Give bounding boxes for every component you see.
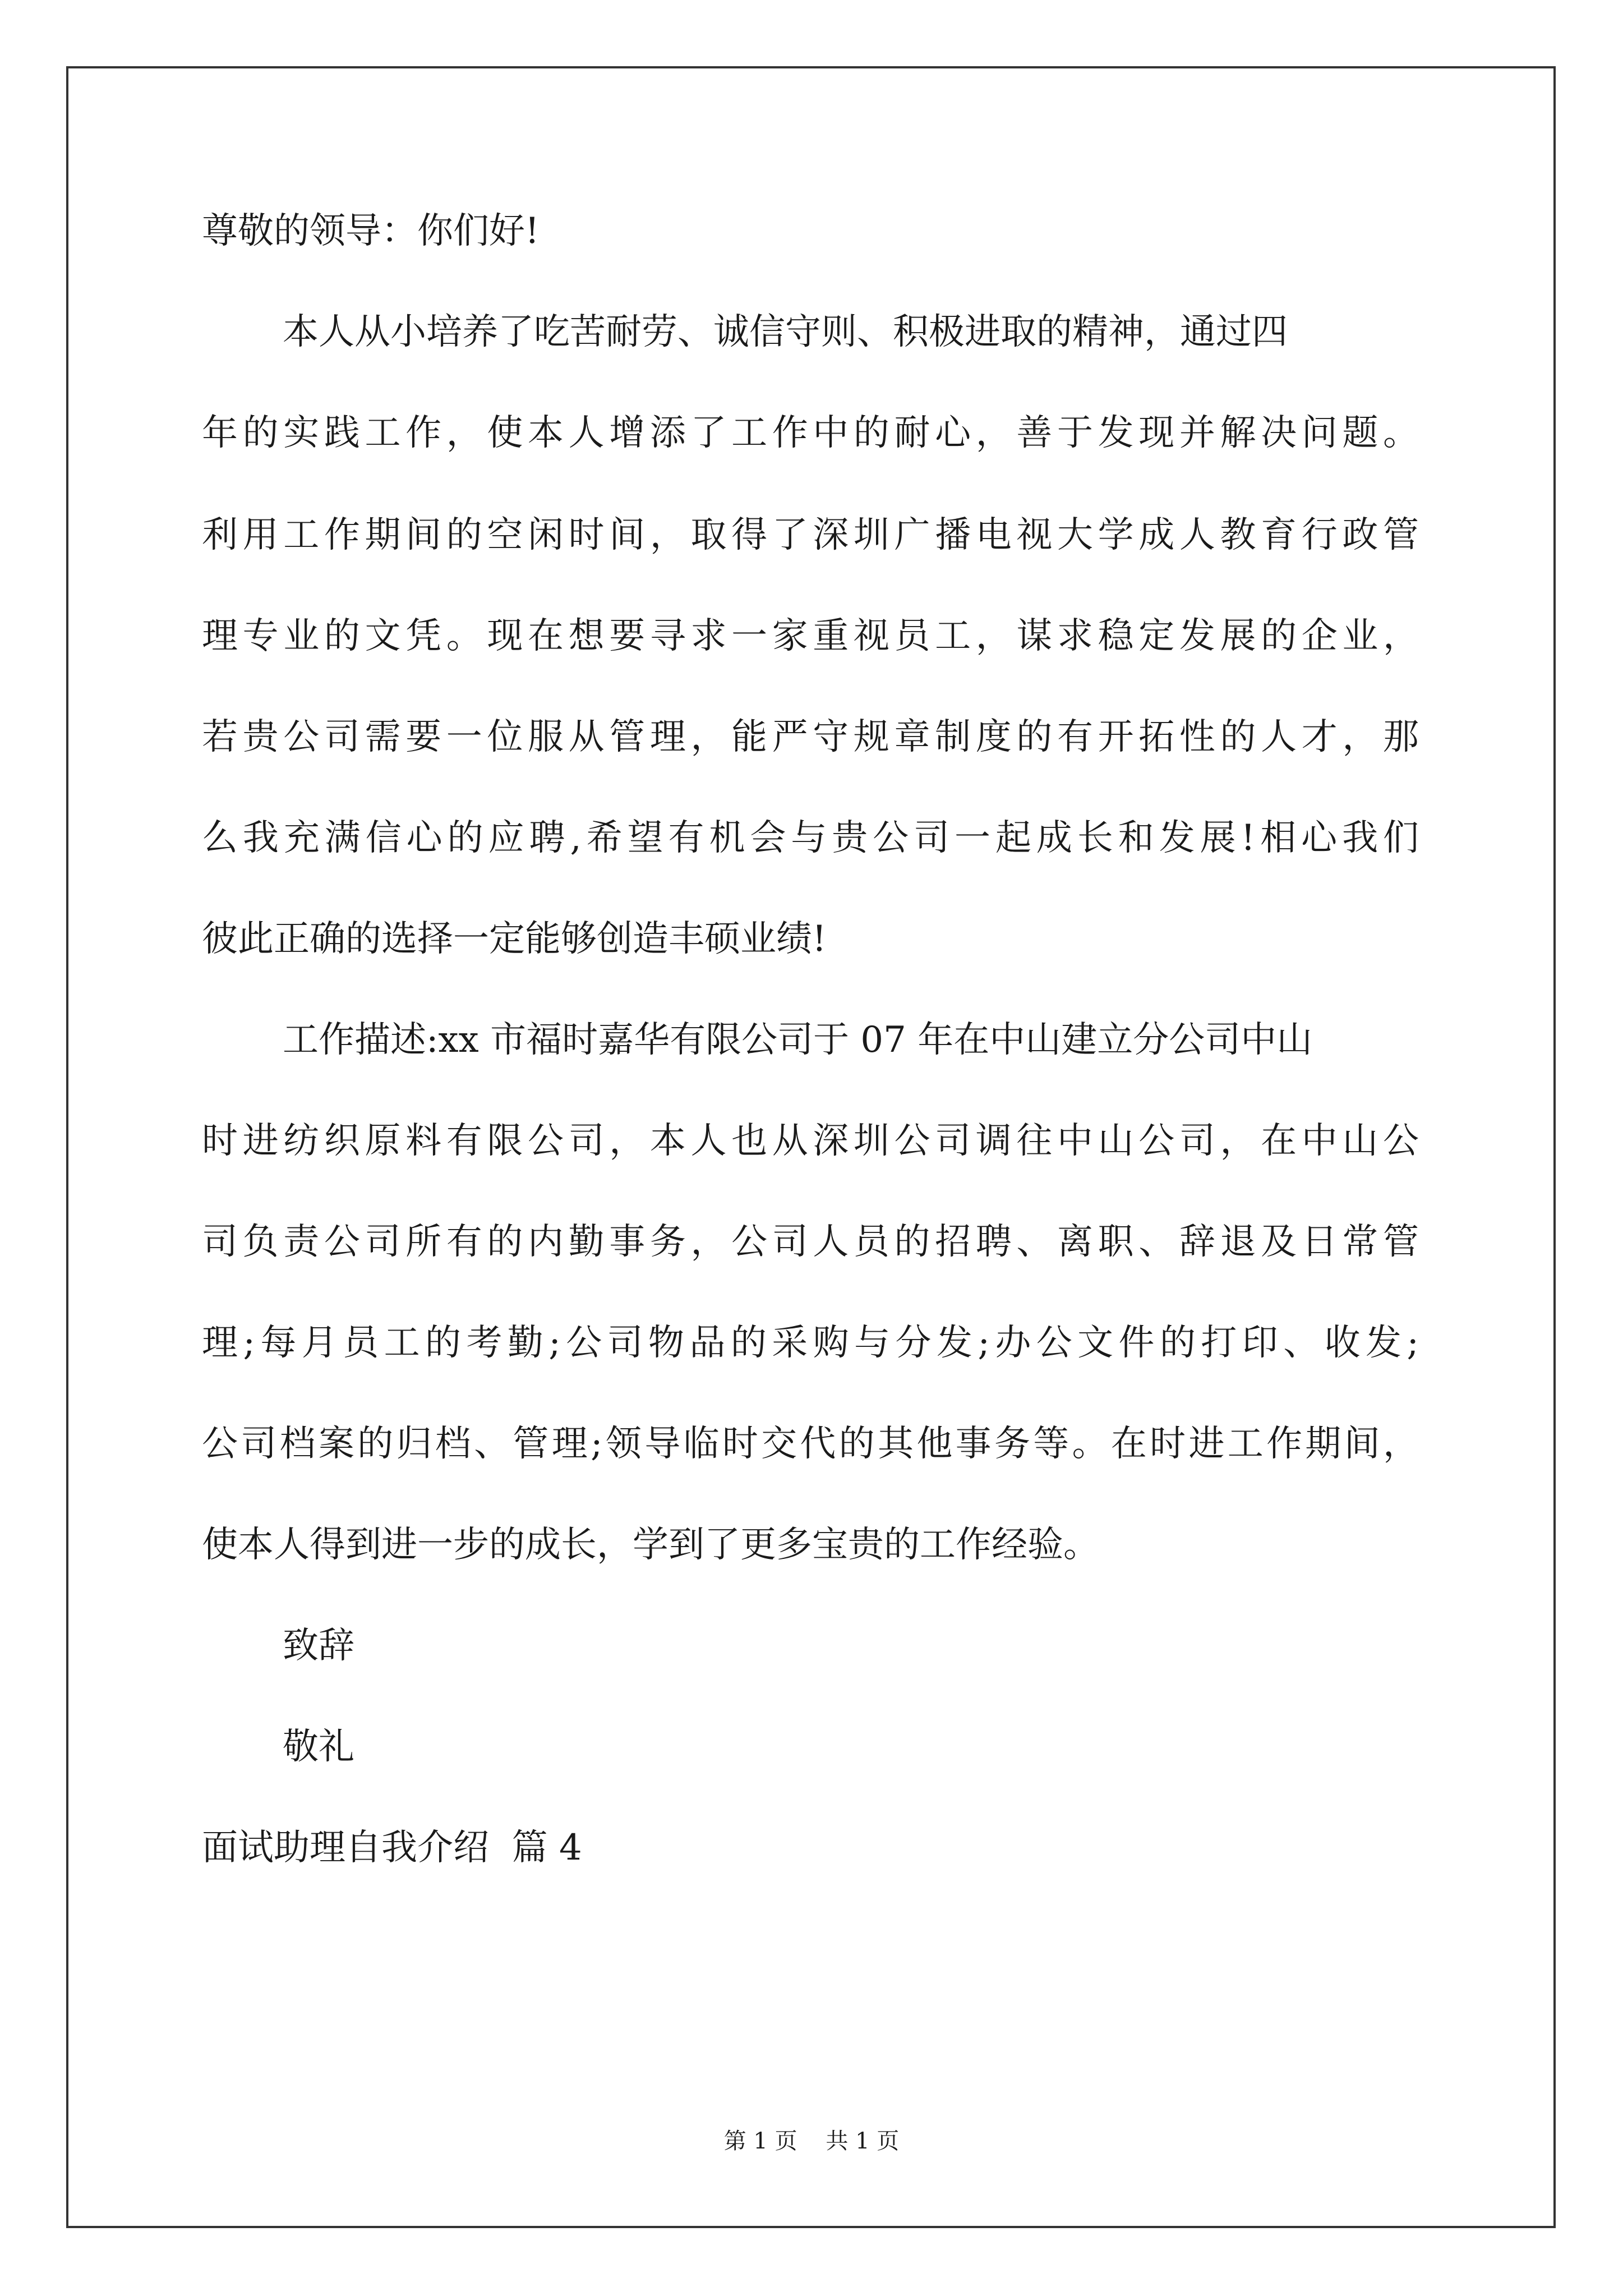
paragraph-2-line-2: 时进纺织原料有限公司，本人也从深圳公司调往中山公司，在中山公 — [202, 1120, 1419, 1162]
paragraph-1-line-2: 年的实践工作，使本人增添了工作中的耐心，善于发现并解决问题。 — [202, 412, 1419, 454]
next-section-heading: 面试助理自我介绍 篇 4 — [202, 1827, 582, 1869]
paragraph-2-line-4: 理;每月员工的考勤;公司物品的采购与分发;办公文件的打印、收发; — [202, 1322, 1419, 1364]
paragraph-2-line-5: 公司档案的归档、管理;领导临时交代的其他事务等。在时进工作期间， — [202, 1423, 1419, 1465]
paragraph-1-line-6: 么我充满信心的应聘,希望有机会与贵公司一起成长和发展!相心我们 — [202, 817, 1419, 859]
paragraph-1-line-4: 理专业的文凭。现在想要寻求一家重视员工，谋求稳定发展的企业， — [202, 615, 1419, 657]
paragraph-2-line-1: 工作描述:xx 市福时嘉华有限公司于 07 年在中山建立分公司中山 — [283, 1019, 1313, 1061]
page-number-footer: 第 1 页 共 1 页 — [723, 2128, 900, 2154]
paragraph-1-line-5: 若贵公司需要一位服从管理，能严守规章制度的有开拓性的人才，那 — [202, 716, 1419, 758]
paragraph-1-line-1: 本人从小培养了吃苦耐劳、诚信守则、积极进取的精神，通过四 — [283, 311, 1288, 353]
salutation: 尊敬的领导：你们好! — [202, 210, 540, 252]
paragraph-2-line-6: 使本人得到进一步的成长，学到了更多宝贵的工作经验。 — [202, 1524, 1099, 1566]
paragraph-2-line-3: 司负责公司所有的内勤事务，公司人员的招聘、离职、辞退及日常管 — [202, 1221, 1419, 1263]
closing-line-1: 致辞 — [283, 1625, 354, 1667]
closing-line-2: 敬礼 — [283, 1726, 354, 1768]
paragraph-1-line-7: 彼此正确的选择一定能够创造丰硕业绩! — [202, 918, 827, 960]
paragraph-1-line-3: 利用工作期间的空闲时间，取得了深圳广播电视大学成人教育行政管 — [202, 514, 1419, 556]
